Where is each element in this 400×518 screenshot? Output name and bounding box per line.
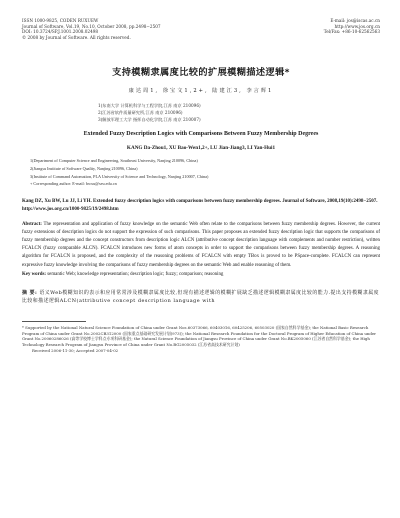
journal-email[interactable]: E-mail: jos@iscas.ac.cn xyxy=(330,18,380,23)
journal-info xyxy=(22,18,161,40)
keywords-text: semantic Web; knowledge representation; description logic; fuzzy; comparison; reasoning xyxy=(47,271,224,277)
keywords-label: Key words: xyxy=(22,271,47,277)
abstract-chinese xyxy=(22,289,380,305)
title-english: Extended Fuzzy Description Logics with Comparisons Between Fuzzy Membership Degrees xyxy=(83,131,319,138)
title-chinese: 支持模糊隶属度比较的扩展模糊描述逻辑* xyxy=(112,67,290,79)
affiliations-chinese xyxy=(98,102,380,123)
abstract-text: The representation and application of fuzzy knowledge on the semantic Web often relate to the comparisons between fuzzy membership degrees. However, the current fuzzy extensions of description logics do not support the expression of such comparisons. This paper proposes an extended fuzzy description logic that supports the comparisons of fuzzy membership degrees and the concept constructors from description logic ALCN (attributive concept description language with complements and number restriction), written FCALCN (fuzzy comparable ALCN). FCALCN introduces new forms of atom concepts in order to support the comparisons between fuzzy membership degrees. A reasoning algorithm for FCALCN is proposed, and the complexity of the reasoning problems of FCALCN with empty TBox is proved to be PSpace-complete. FCALCN can represent expressive fuzzy knowledge involving the comparisons of fuzzy membership degrees on the semantic Web and enable reasoning of them. xyxy=(22,221,380,268)
received-date: Received 2006-11-30; Accepted 2007-04-02 xyxy=(32,347,119,353)
journal-website[interactable]: http://www.jos.org.cn xyxy=(334,23,380,29)
affiliation-en-1: 1(Department of Computer Science and Engineering, Southeast University, Nanjing 210096, China) xyxy=(30,158,198,164)
corresponding-author: + Corresponding author: E-mail: bwxu@seu.edu.cn xyxy=(30,181,117,187)
abstract-zh-label: 摘 要: xyxy=(22,289,38,296)
abstract-english xyxy=(22,221,380,270)
doi-line: DOI: 10.3724/SP.J.1001.2008.02498 xyxy=(22,29,99,35)
affiliation-en-3: 3(Institute of Command Automation, PLA University of Science and Technology, Nanjing 210007, China) xyxy=(30,173,209,179)
authors-chinese: 康达周1, 徐宝文1,2+, 陆建江3, 李言辉1 xyxy=(128,88,274,95)
affiliations-english xyxy=(30,157,380,187)
keywords-english xyxy=(22,271,380,279)
footnote-divider xyxy=(22,321,86,322)
issn-line: ISSN 1000-9825, CODEN RUXUEW xyxy=(22,18,99,23)
affiliation-zh-2: 2(江苏省软件质量研究所,江苏 南京 210096) xyxy=(98,110,183,116)
citation: Kang DZ, Xu BW, Lu JJ, Li YH. Extended fuzzy description logics with comparisons between fuzzy membership degrees. Journal of Software, 2008,19(10):2498−2507. http://www.jos.org.cn/1000-9825/19/2498.htm xyxy=(22,198,378,213)
affiliation-zh-3: 3(解放军理工大学 指挥自动化学院,江苏 南京 210007) xyxy=(98,117,201,123)
journal-volume-line: Journal of Software, Vol.19, No.10, October 2008, pp.2498−2507 xyxy=(22,23,161,29)
authors-english: KANG Da-Zhou1, XU Bao-Wen1,2+, LU Jian-Jiang3, LI Yan-Hui1 xyxy=(126,145,276,152)
affiliation-zh-1: 1(东南大学 计算机科学与工程学院,江苏 南京 210096) xyxy=(98,103,201,109)
copyright-line: © 2008 by Journal of Software. All rights reserved. xyxy=(22,34,131,40)
affiliation-en-2: 2(Jiangsu Institute of Software Quality, Nanjing 210096, China) xyxy=(30,165,138,171)
abstract-zh-text: 语义Web模糊知识的表示和应用常常涉及模糊隶属度比较,但现有描述逻辑的模糊扩展缺乏描述逻辑模糊隶属度比较的能力.提出支持模糊隶属度比较和描述逻辑ALCN(attributive concept description language with xyxy=(22,289,380,304)
abstract-label: Abstract: xyxy=(22,221,42,227)
funding-footnote: * Supported by the National Natural Science Foundation of China under Grant Nos.60373066, 60403016, 60425206, 60503020 (国家自然科学基金); the National Basic Research Program of China under Grant No.2002CB312000 (国家重点基础研究发展计划(973)); the National Research Foundation for the Doctoral Program of Higher Education of China under Grant No.20060286026 (高等学校博士学科点专项科研基金); the Natural Science Foundation of Jiangsu Province of China under Grant No.BK2005060 (江苏省自然科学基金); the High Technology Research Program of Jiangsu Province of China under Grant No.BG2005032 (江苏省高技术研究计划) xyxy=(22,325,377,347)
journal-header xyxy=(22,18,380,40)
journal-contact xyxy=(324,18,380,40)
journal-telfax: Tel/Fax: +86-10-62562563 xyxy=(323,29,380,35)
